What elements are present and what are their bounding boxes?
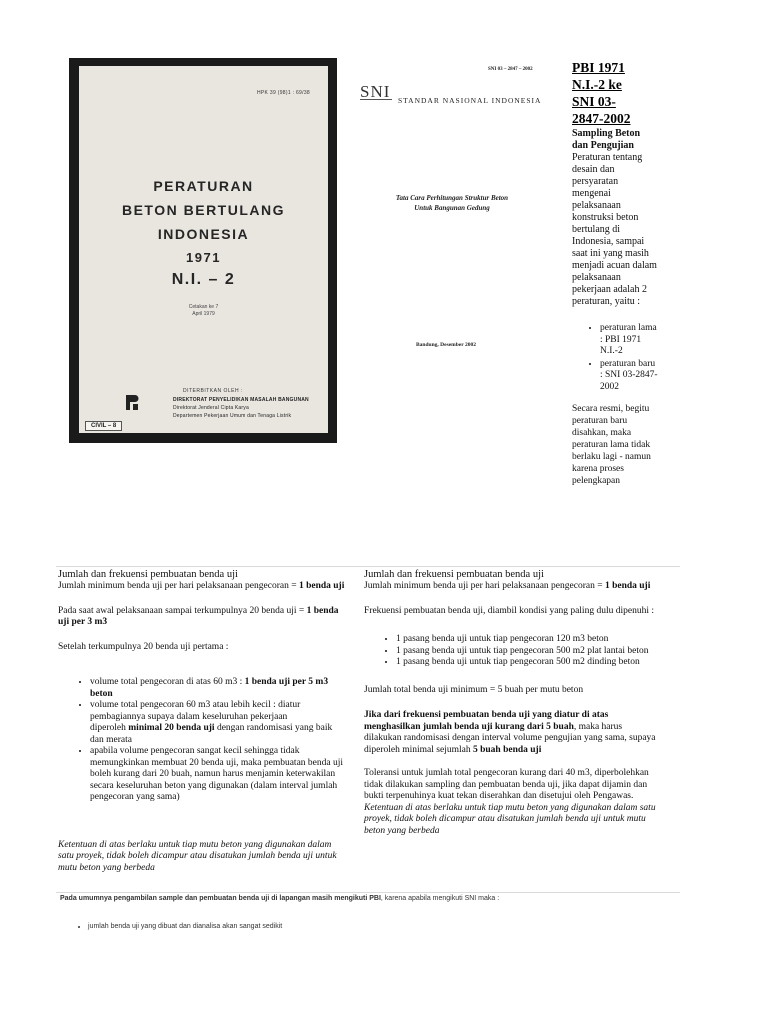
left-min-samples-text: Jumlah minimum benda uji per hari pelaksanaan pengecoran = bbox=[58, 581, 299, 591]
right-frequency: Frekuensi pembuatan benda uji, diambil kondisi yang paling dulu dipenuhi : bbox=[364, 605, 654, 616]
footer-note bbox=[60, 895, 499, 902]
sni-title-line1: Tata Cara Perhitungan Struktur Beton bbox=[395, 194, 509, 202]
left-min-samples bbox=[58, 581, 348, 593]
sni-cover-image bbox=[350, 58, 560, 448]
list-item: • jumlah benda uji yang dibuat dan dianalisa akan sangat sedikit bbox=[88, 923, 282, 930]
footer-list bbox=[60, 923, 282, 930]
pbi-publisher-label: DITERBITKAN OLEH : bbox=[183, 388, 243, 394]
list-item-value: 1 benda uji per 5 m3 beton bbox=[90, 677, 329, 699]
right-randomisation-value: 5 buah benda uji bbox=[472, 744, 542, 755]
spacer bbox=[364, 669, 658, 685]
pbi-print-info bbox=[79, 304, 328, 318]
list-item bbox=[90, 700, 348, 746]
left-initial-samples-text: Pada saat awal pelaksanaan sampai terkumpulnya 20 benda uji = bbox=[58, 605, 307, 616]
left-initial-samples bbox=[58, 606, 348, 629]
list-item: • peraturan lama : PBI 1971 N.I.-2 bbox=[600, 323, 658, 358]
sni-standard-label: STANDAR NASIONAL INDONESIA bbox=[398, 96, 542, 105]
sni-logo-underline bbox=[360, 99, 392, 100]
side-title-line1[interactable]: PBI 1971 bbox=[572, 60, 625, 75]
list-item: • peraturan baru : SNI 03-2847-2002 bbox=[600, 359, 658, 394]
list-item-text: volume total pengecoran di atas 60 m3 : bbox=[90, 677, 245, 687]
side-subtitle: Sampling Beton dan Pengujian bbox=[572, 128, 641, 151]
section-divider-bottom bbox=[56, 892, 680, 893]
side-intro: Peraturan tentang desain dan persyaratan mengenai pelaksanaan konstruksi beton bertulang di Indonesia, sampai saat ini yang masih menjadi acuan dalam pelaksanaan pekerjaan adalah 2 peraturan, yaitu : bbox=[572, 152, 657, 307]
side-outro: Secara resmi, begitu peraturan baru disahkan, maka peraturan lama tidak berlaku lagi - namun karena proses pelengkapan bbox=[572, 404, 651, 486]
sni-title bbox=[372, 193, 532, 213]
footer-note-bold: Pada umumnya pengambilan sample dan pembuatan benda uji di lapangan masih mengikuti PBI bbox=[60, 895, 381, 902]
list-item-text: dengan randomisasi yang baik dan merata bbox=[90, 723, 333, 745]
left-after-20: Setelah terkumpulnya 20 benda uji pertama : bbox=[58, 641, 229, 652]
pbi-title-line1: PERATURAN bbox=[153, 178, 254, 194]
right-randomisation-bold: Jika dari frekuensi pembuatan benda uji yang diatur di atas menghasilkan jumlah benda uji kurang dari 5 buah bbox=[364, 710, 609, 732]
pbi-code: HPK 39 (98)1 : 69/38 bbox=[257, 90, 310, 96]
ministry-logo-icon bbox=[125, 394, 139, 411]
spacer bbox=[364, 756, 658, 768]
spacer bbox=[364, 696, 658, 710]
list-item: • 1 pasang benda uji untuk tiap pengecoran 120 m3 beton bbox=[396, 634, 658, 646]
footer-note-text: , karena apabila mengikuti SNI maka : bbox=[380, 895, 500, 902]
spacer bbox=[58, 653, 348, 677]
right-min-samples-text: Jumlah minimum benda uji per hari pelaksanaan pengecoran = bbox=[364, 581, 605, 591]
spacer bbox=[364, 593, 658, 606]
list-item-value: minimal 20 benda uji bbox=[128, 723, 215, 733]
left-min-samples-value: 1 benda uji bbox=[298, 581, 345, 591]
spacer bbox=[58, 804, 348, 840]
list-item: • 1 pasang benda uji untuk tiap pengecoran 500 m2 dinding beton bbox=[396, 657, 658, 669]
pbi-print-line2: April 1979 bbox=[192, 311, 215, 317]
pbi-cover-paper bbox=[79, 66, 328, 433]
sni-sampling-column bbox=[364, 569, 658, 837]
pbi-cover-image bbox=[69, 58, 337, 443]
left-initial-samples-value: 1 benda uji per 3 m3 bbox=[58, 605, 339, 627]
right-rules-list bbox=[364, 634, 658, 669]
right-tolerance: Toleransi untuk jumlah total pengecoran kurang dari 40 m3, diperbolehkan tidak dilakukan sampling dan pembuatan benda uji, jika dapat dijamin dan bukti terpenuhinya kuat tekan diserahkan dan disetujui oleh Pengawas. bbox=[364, 768, 649, 801]
pbi-sampling-column bbox=[58, 569, 348, 874]
side-regulation-list bbox=[572, 323, 658, 393]
pbi-number: N.I. – 2 bbox=[171, 271, 236, 288]
spacer bbox=[58, 593, 348, 606]
pbi-year: 1971 bbox=[186, 250, 221, 265]
side-title-line4[interactable]: 2847-2002 bbox=[572, 111, 631, 126]
side-title-line2[interactable]: N.I.-2 ke bbox=[572, 77, 622, 92]
right-column-heading: Jumlah dan frekuensi pembuatan benda uji bbox=[364, 569, 544, 580]
pbi-title bbox=[79, 174, 328, 289]
right-min-samples-value: 1 benda uji bbox=[604, 581, 651, 591]
sni-date: Bandung, Desember 2002 bbox=[416, 342, 476, 348]
right-note: Ketentuan di atas berlaku untuk tiap mutu beton yang digunakan dalam satu proyek, tidak boleh dicampur atau disatukan jumlah benda uji untuk mutu beton yang berbeda bbox=[364, 802, 656, 836]
pbi-print-line1: Cetakan ke 7 bbox=[188, 304, 219, 310]
left-rules-list bbox=[58, 677, 348, 804]
pbi-stamp: CIVIL – 8 bbox=[85, 421, 122, 431]
side-title-line3[interactable]: SNI 03- bbox=[572, 94, 616, 109]
pbi-publisher-line1: DIREKTORAT PENYELIDIKAN MASALAH BANGUNAN bbox=[173, 397, 309, 403]
list-item-text: volume total pengecoran 60 m3 atau lebih kecil : diatur pembagiannya supaya dalam keseluruhan pekerjaan bbox=[90, 700, 301, 722]
section-divider-top bbox=[56, 566, 680, 567]
sni-number: SNI 03 – 2847 – 2002 bbox=[488, 67, 533, 72]
left-column-heading: Jumlah dan frekuensi pembuatan benda uji bbox=[58, 569, 238, 580]
right-min-samples bbox=[364, 581, 658, 593]
pbi-publisher bbox=[173, 396, 309, 420]
list-item: • apabila volume pengecoran sangat kecil sehingga tidak memungkinkan membuat 20 benda uji, maka pembuatan benda uji boleh kurang dari 20 buah, namun harus menjamin keterwakilan secara keseluruhan beton yang digunakan (dalam interval jumlah pengecoran yang sama) bbox=[90, 746, 348, 804]
right-total-min: Jumlah total benda uji minimum = 5 buah per mutu beton bbox=[364, 684, 584, 695]
sni-title-line2: Untuk Bangunan Gedung bbox=[414, 204, 490, 212]
list-item: • 1 pasang benda uji untuk tiap pengecoran 500 m2 plat lantai beton bbox=[396, 646, 658, 658]
side-column bbox=[572, 59, 658, 487]
list-item bbox=[90, 677, 348, 700]
list-item-text: diperoleh bbox=[90, 723, 129, 733]
spacer bbox=[58, 629, 348, 642]
left-note: Ketentuan di atas berlaku untuk tiap mutu beton yang digunakan dalam satu proyek, tidak boleh dicampur atau disatukan jumlah benda uji untuk mutu beton yang berbeda bbox=[58, 839, 337, 873]
pbi-publisher-line2: Direktorat Jenderal Cipta Karya bbox=[173, 405, 249, 411]
pbi-title-line2: BETON BERTULANG bbox=[121, 202, 286, 218]
right-randomisation-text: , maka harus dilakukan randomisasi dengan interval volume pengujian yang sama, supaya diperoleh minimal sejumlah bbox=[364, 721, 656, 755]
sni-logo: SNI bbox=[360, 82, 391, 101]
right-randomisation bbox=[364, 710, 658, 756]
pbi-publisher-line3: Departemen Pekerjaan Umum dan Tenaga Listrik bbox=[173, 413, 292, 419]
spacer bbox=[364, 617, 658, 634]
pbi-title-line3: INDONESIA bbox=[157, 226, 250, 242]
